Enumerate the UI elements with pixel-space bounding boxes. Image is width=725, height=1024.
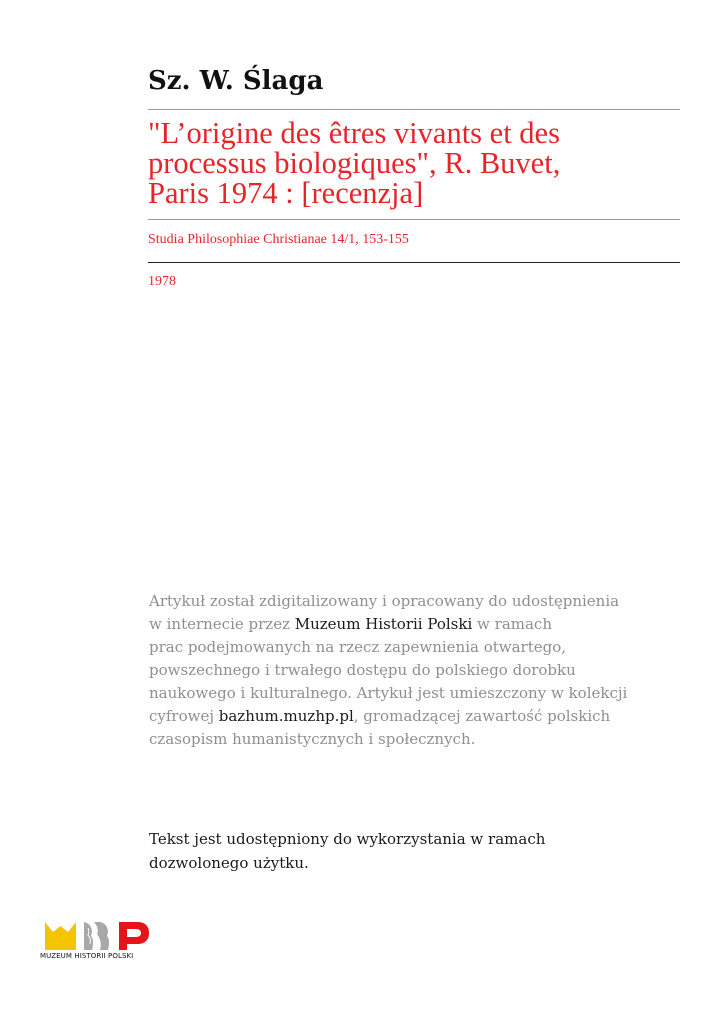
title-line-3: Paris 1974 : [recenzja] <box>148 176 424 210</box>
author-name: Sz. W. Ślaga <box>148 66 324 96</box>
description-text: cyfrowej <box>149 707 219 725</box>
notice-line: dozwolonego użytku. <box>149 854 309 872</box>
museum-logo-text: MUZEUM HISTORII POLSKI <box>40 952 134 960</box>
description-text: w internecie przez <box>149 615 295 633</box>
notice-line: Tekst jest udostępniony do wykorzystania w ramach <box>149 830 546 848</box>
description-line <box>149 705 689 728</box>
description-line: powszechnego i trwałego dostępu do polskiego dorobku <box>149 661 576 679</box>
digitization-description <box>149 590 689 751</box>
description-line <box>149 613 689 636</box>
museum-link[interactable]: Muzeum Historii Polski <box>294 615 473 633</box>
description-line: czasopism humanistycznych i społecznych. <box>149 730 476 748</box>
title-line-2: processus biologiques", R. Buvet, <box>148 146 561 180</box>
museum-logo <box>40 918 155 962</box>
description-text: w ramach <box>472 615 552 633</box>
description-text: , gromadzącej zawartość polskich <box>353 707 611 725</box>
title-line-1: "L’origine des êtres vivants et des <box>148 116 560 150</box>
article-title <box>148 118 688 208</box>
usage-notice <box>149 827 689 875</box>
bazhum-link[interactable]: bazhum.muzhp.pl <box>218 707 354 725</box>
museum-logo-icon <box>42 918 152 952</box>
divider-bottom <box>148 262 680 263</box>
description-line: prac podejmowanych na rzecz zapewnienia otwartego, <box>149 638 567 656</box>
publication-year: 1978 <box>148 274 176 289</box>
divider-middle <box>148 219 680 220</box>
description-line: Artykuł został zdigitalizowany i opracowany do udostępnienia <box>149 592 620 610</box>
description-line: naukowego i kulturalnego. Artykuł jest umieszczony w kolekcji <box>149 684 628 702</box>
divider-top <box>148 109 680 110</box>
journal-citation: Studia Philosophiae Christianae 14/1, 153-155 <box>148 232 409 247</box>
